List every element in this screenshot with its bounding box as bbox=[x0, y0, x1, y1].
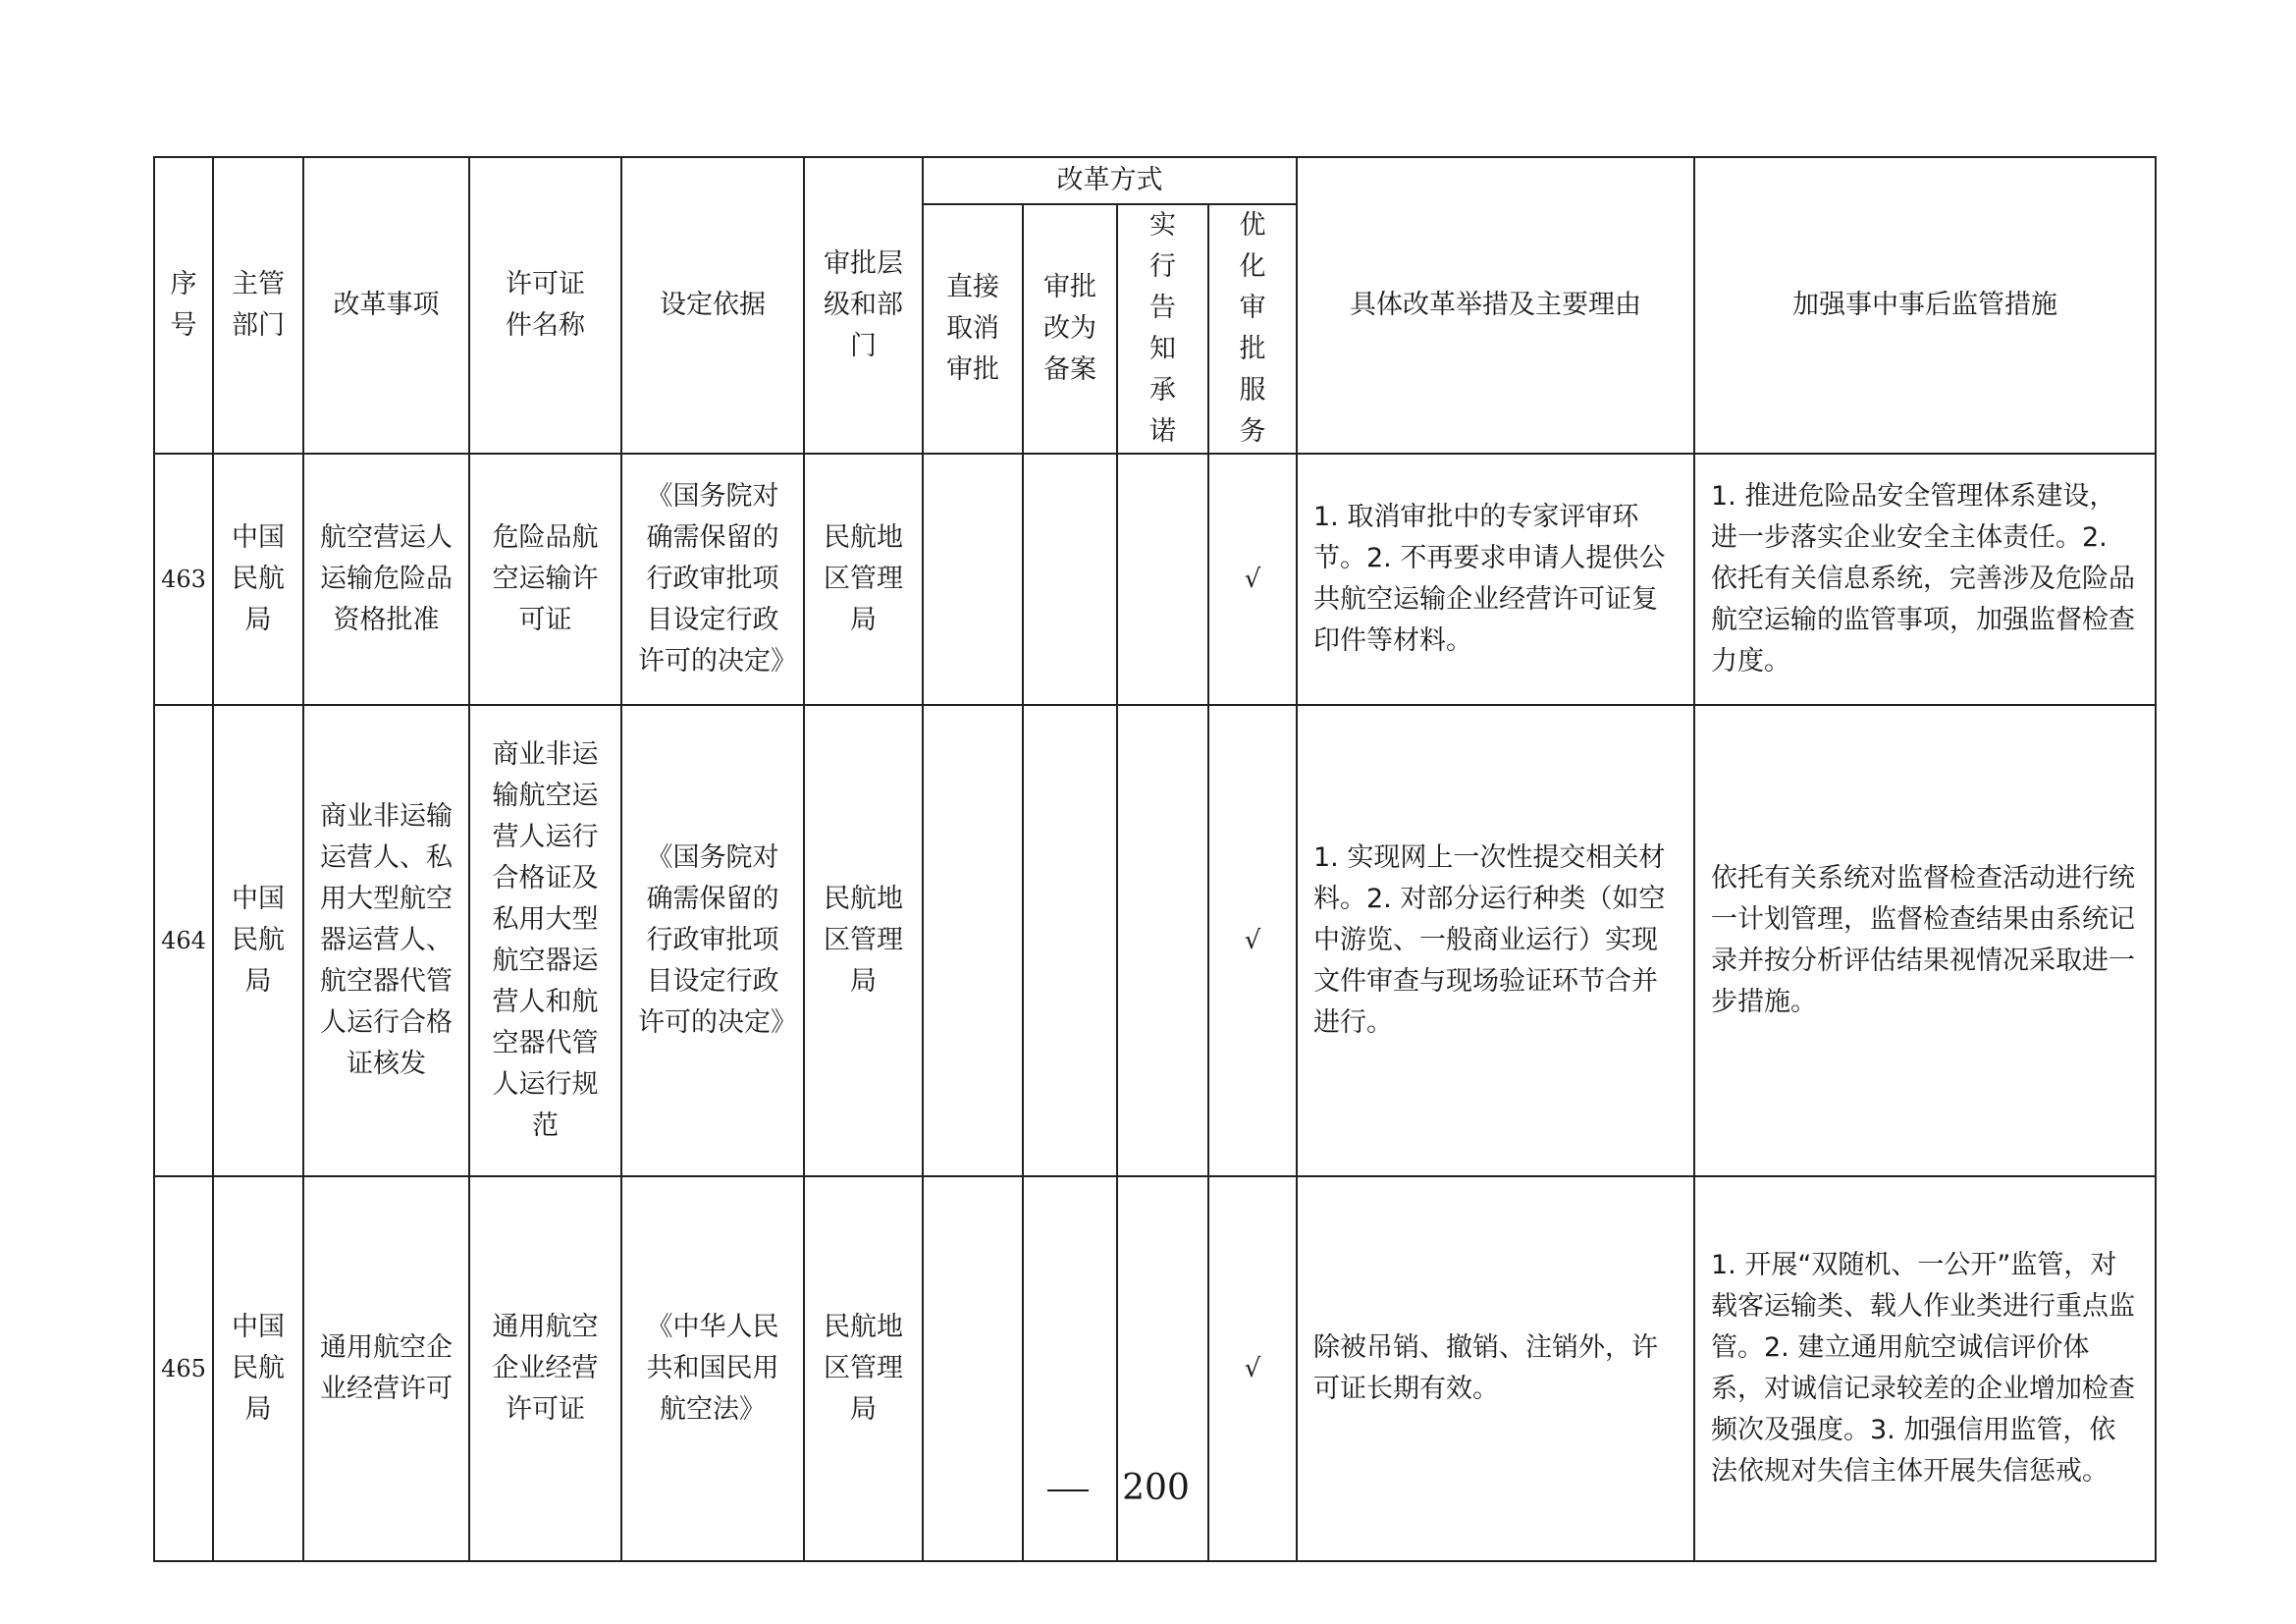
cell-license: 商业非运输航空运营人运行合格证及私用大型航空器运营人和航空器代管人运行规范 bbox=[469, 705, 621, 1176]
header-reform-mode: 改革方式 bbox=[923, 157, 1297, 204]
cell-supervision: 1. 推进危险品安全管理体系建设，进一步落实企业安全主体责任。2. 依托有关信息系统，完善涉及危险品航空运输的监管事项，加强监督检查力度。 bbox=[1694, 454, 2156, 705]
cell-item: 航空营运人运输危险品资格批准 bbox=[303, 454, 469, 705]
page-footer bbox=[0, 1468, 2296, 1508]
cell-notice bbox=[1117, 454, 1208, 705]
header-license: 许可证件名称 bbox=[469, 157, 621, 454]
cell-optimize: √ bbox=[1208, 1176, 1297, 1561]
cell-level: 民航地区管理局 bbox=[804, 454, 923, 705]
header-item: 改革事项 bbox=[303, 157, 469, 454]
cell-serial: 463 bbox=[154, 454, 213, 705]
cell-supervision: 1. 开展“双随机、一公开”监管，对载客运输类、载人作业类进行重点监管。2. 建立通用航空诚信评价体系，对诚信记录较差的企业增加检查频次及强度。3. 加强信用监管，依法依规对失信主体开展失信惩戒。 bbox=[1694, 1176, 2156, 1561]
cell-measures: 1. 实现网上一次性提交相关材料。2. 对部分运行种类（如空中游览、一般商业运行）实现文件审查与现场验证环节合并进行。 bbox=[1297, 705, 1694, 1176]
cell-level: 民航地区管理局 bbox=[804, 1176, 923, 1561]
cell-supervision: 依托有关系统对监督检查活动进行统一计划管理，监督检查结果由系统记录并按分析评估结果视情况采取进一步措施。 bbox=[1694, 705, 2156, 1176]
cell-license: 通用航空企业经营许可证 bbox=[469, 1176, 621, 1561]
header-filing: 审批改为备案 bbox=[1023, 204, 1117, 454]
cell-filing bbox=[1023, 454, 1117, 705]
reform-table bbox=[153, 156, 2157, 1562]
page-dash bbox=[1047, 1489, 1089, 1491]
header-cancel: 直接取消审批 bbox=[923, 204, 1023, 454]
cell-license: 危险品航空运输许可证 bbox=[469, 454, 621, 705]
cell-basis: 《国务院对确需保留的行政审批项目设定行政许可的决定》 bbox=[621, 454, 804, 705]
header-measures: 具体改革举措及主要理由 bbox=[1297, 157, 1694, 454]
cell-notice bbox=[1117, 705, 1208, 1176]
cell-optimize: √ bbox=[1208, 454, 1297, 705]
cell-serial: 465 bbox=[154, 1176, 213, 1561]
header-basis: 设定依据 bbox=[621, 157, 804, 454]
cell-cancel bbox=[923, 705, 1023, 1176]
header-notice: 实行告知承诺 bbox=[1117, 204, 1208, 454]
cell-basis: 《国务院对确需保留的行政审批项目设定行政许可的决定》 bbox=[621, 705, 804, 1176]
header-serial: 序号 bbox=[154, 157, 213, 454]
cell-cancel bbox=[923, 454, 1023, 705]
cell-level: 民航地区管理局 bbox=[804, 705, 923, 1176]
cell-measures: 1. 取消审批中的专家评审环节。2. 不再要求申请人提供公共航空运输企业经营许可证复印件等材料。 bbox=[1297, 454, 1694, 705]
header-optimize: 优化审批服务 bbox=[1208, 204, 1297, 454]
cell-measures: 除被吊销、撤销、注销外，许可证长期有效。 bbox=[1297, 1176, 1694, 1561]
cell-item: 通用航空企业经营许可 bbox=[303, 1176, 469, 1561]
header-department: 主管部门 bbox=[213, 157, 303, 454]
cell-department: 中国民航局 bbox=[213, 705, 303, 1176]
cell-department: 中国民航局 bbox=[213, 454, 303, 705]
header-supervision: 加强事中事后监管措施 bbox=[1694, 157, 2156, 454]
cell-basis: 《中华人民共和国民用航空法》 bbox=[621, 1176, 804, 1561]
table-row bbox=[154, 454, 2156, 705]
cell-optimize: √ bbox=[1208, 705, 1297, 1176]
cell-department: 中国民航局 bbox=[213, 1176, 303, 1561]
cell-item: 商业非运输运营人、私用大型航空器运营人、航空器代管人运行合格证核发 bbox=[303, 705, 469, 1176]
table-row bbox=[154, 705, 2156, 1176]
header-row-top bbox=[154, 157, 2156, 204]
page-number: 200 bbox=[1122, 1468, 1190, 1508]
cell-serial: 464 bbox=[154, 705, 213, 1176]
header-level: 审批层级和部门 bbox=[804, 157, 923, 454]
cell-filing bbox=[1023, 705, 1117, 1176]
